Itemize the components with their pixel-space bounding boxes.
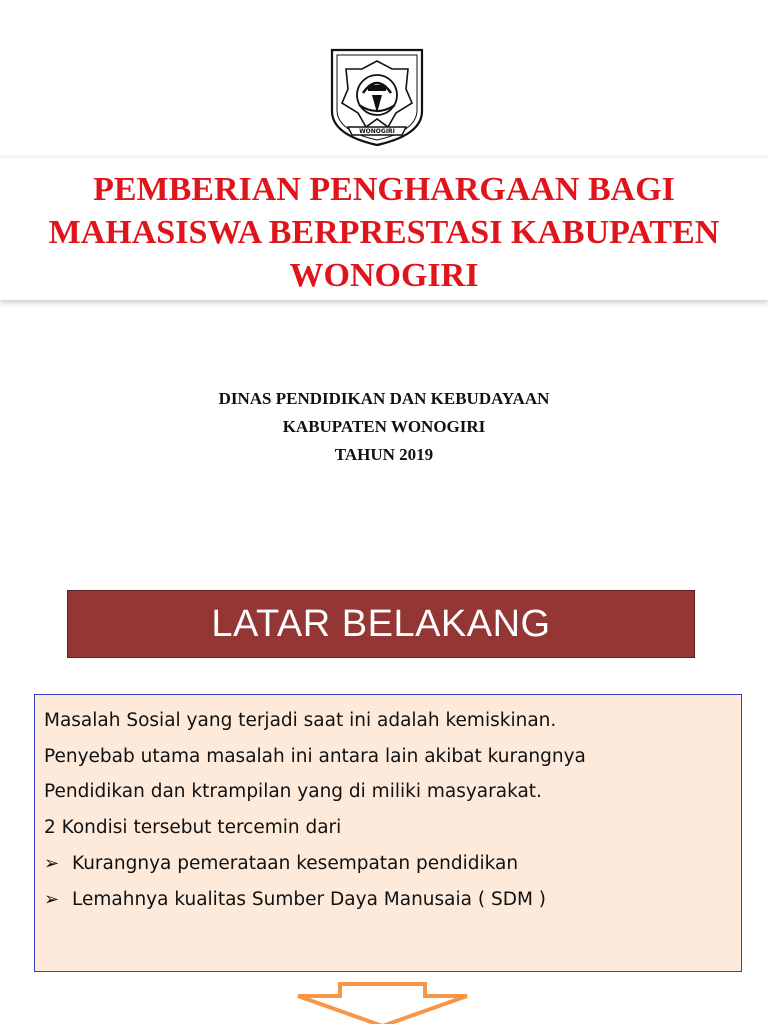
bullet-item [44,882,733,918]
section-heading-banner [67,590,695,658]
paragraph-line: Pendidikan dan ktrampilan yang di miliki masyarakat. [44,781,542,803]
title-line-3: WONOGIRI [289,257,479,294]
regency-name: KABUPATEN WONOGIRI [282,417,486,436]
organization-name: DINAS PENDIDIKAN DAN KEBUDAYAAN [218,389,550,408]
arrowhead-bullet-icon: ➢ [44,852,60,874]
bullet-item [44,846,733,882]
svg-text:WONOGIRI: WONOGIRI [359,128,395,135]
paragraph-line: 2 Kondisi tersebut tercemin dari [44,817,342,839]
title-line-1: PEMBERIAN PENGHARGAAN BAGI [93,171,675,208]
arrowhead-bullet-icon: ➢ [44,888,60,910]
bullet-text: Kurangnya pemerataan kesempatan pendidikan [72,852,519,874]
coat-of-arms-logo [328,47,426,147]
down-arrow-icon [295,982,470,1024]
organization-block [0,385,768,469]
background-content-box [34,694,742,972]
bullet-text: Lemahnya kualitas Sumber Daya Manusaia ( SDM ) [72,888,547,910]
paragraph-line: Masalah Sosial yang terjadi saat ini adalah kemiskinan. [44,710,557,731]
year: TAHUN 2019 [334,445,434,464]
title-line-2: MAHASISWA BERPRESTASI KABUPATEN [48,214,720,251]
section-heading: LATAR BELAKANG [211,602,551,645]
paragraph-line: Penyebab utama masalah ini antara lain akibat kurangnya [44,745,586,767]
document-title [10,168,758,297]
